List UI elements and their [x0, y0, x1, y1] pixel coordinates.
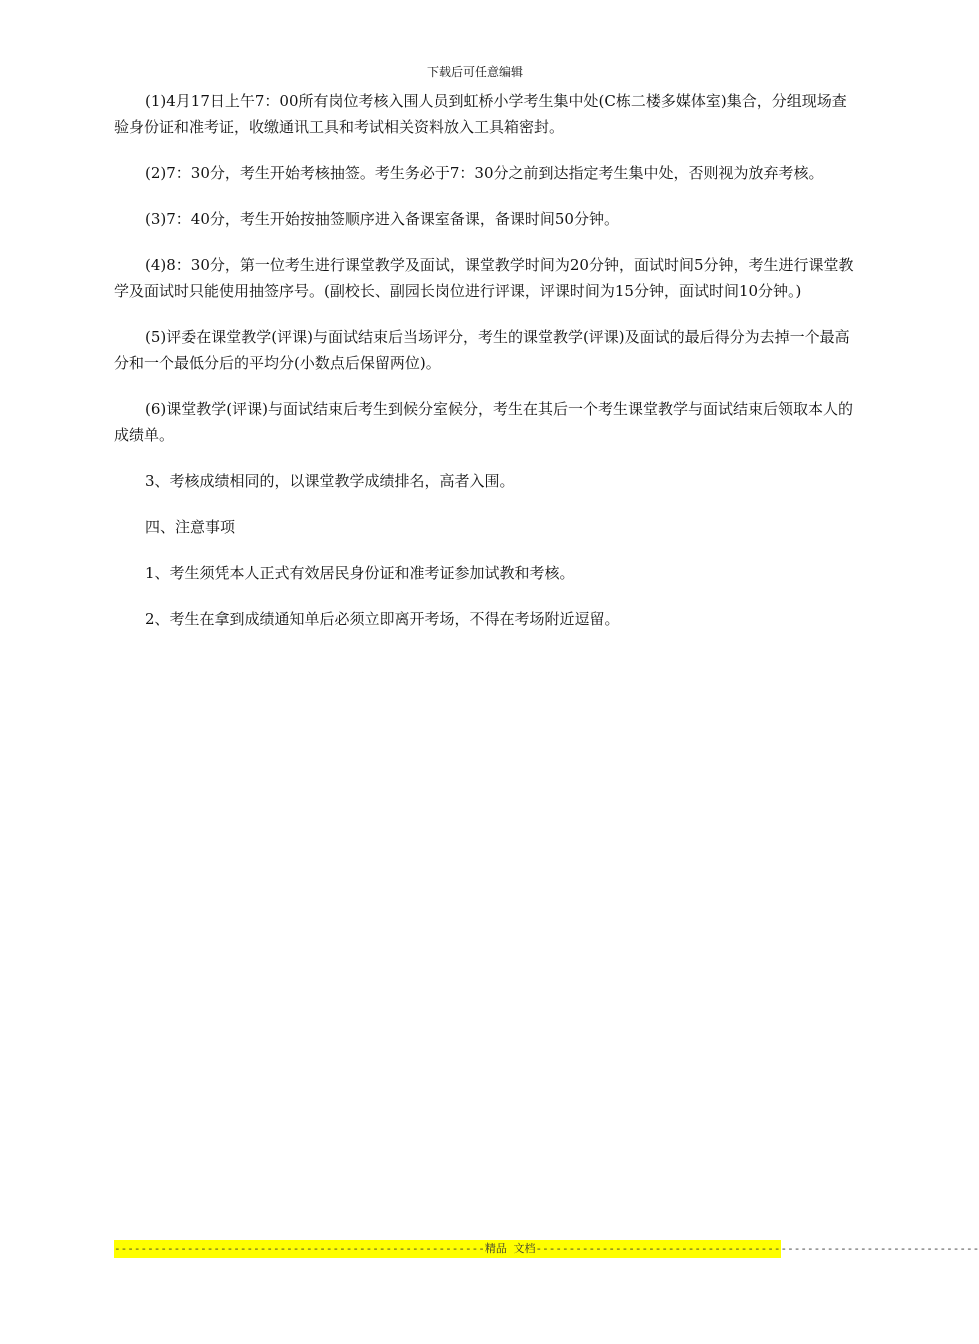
page-header: 下载后可任意编辑 [426, 65, 523, 79]
paragraph-3: (3)7：40分，考生开始按抽签顺序进入备课室备课，备课时间50分钟。 [145, 210, 619, 228]
notice-item-2: 2、考生在拿到成绩通知单后必须立即离开考场，不得在考场附近逗留。 [145, 610, 620, 628]
paragraph-1: (1)4月17日上午7：00所有岗位考核入围人员到虹桥小学考生集中处(C栋二楼多媒体室)集合，分组现场查验身份证和准考证，收缴通讯工具和考试相关资料放入工具箱密封。 [114, 92, 847, 136]
paragraph-5: (5)评委在课堂教学(评课)与面试结束后当场评分，考生的课堂教学(评课)及面试的最后得分为去掉一个最高分和一个最低分后的平均分(小数点后保留两位)。 [114, 328, 850, 372]
paragraph-7: 3、考核成绩相同的，以课堂教学成绩排名，高者入围。 [145, 472, 515, 490]
paragraph-4: (4)8：30分，第一位考生进行课堂教学及面试，课堂教学时间为20分钟，面试时间5分钟，考生进行课堂教学及面试时只能使用抽签序号。(副校长、副园长岗位进行评课，评课时间为15分钟，面试时间10分钟。) [114, 256, 854, 300]
paragraph-2: (2)7：30分，考生开始考核抽签。考生务必于7：30分之前到达指定考生集中处，否则视为放弃考核。 [145, 164, 824, 182]
notice-item-1: 1、考生须凭本人正式有效居民身份证和准考证参加试教和考核。 [145, 564, 575, 582]
section-heading: 四、注意事项 [145, 518, 236, 536]
paragraph-6: (6)课堂教学(评课)与面试结束后考生到候分室候分，考生在其后一个考生课堂教学与面试结束后领取本人的成绩单。 [114, 400, 853, 444]
document-body [114, 88, 854, 652]
footer-banner: --------------------------------------------------------精品 文档------------------------------------------------------------------- [114, 1240, 781, 1258]
